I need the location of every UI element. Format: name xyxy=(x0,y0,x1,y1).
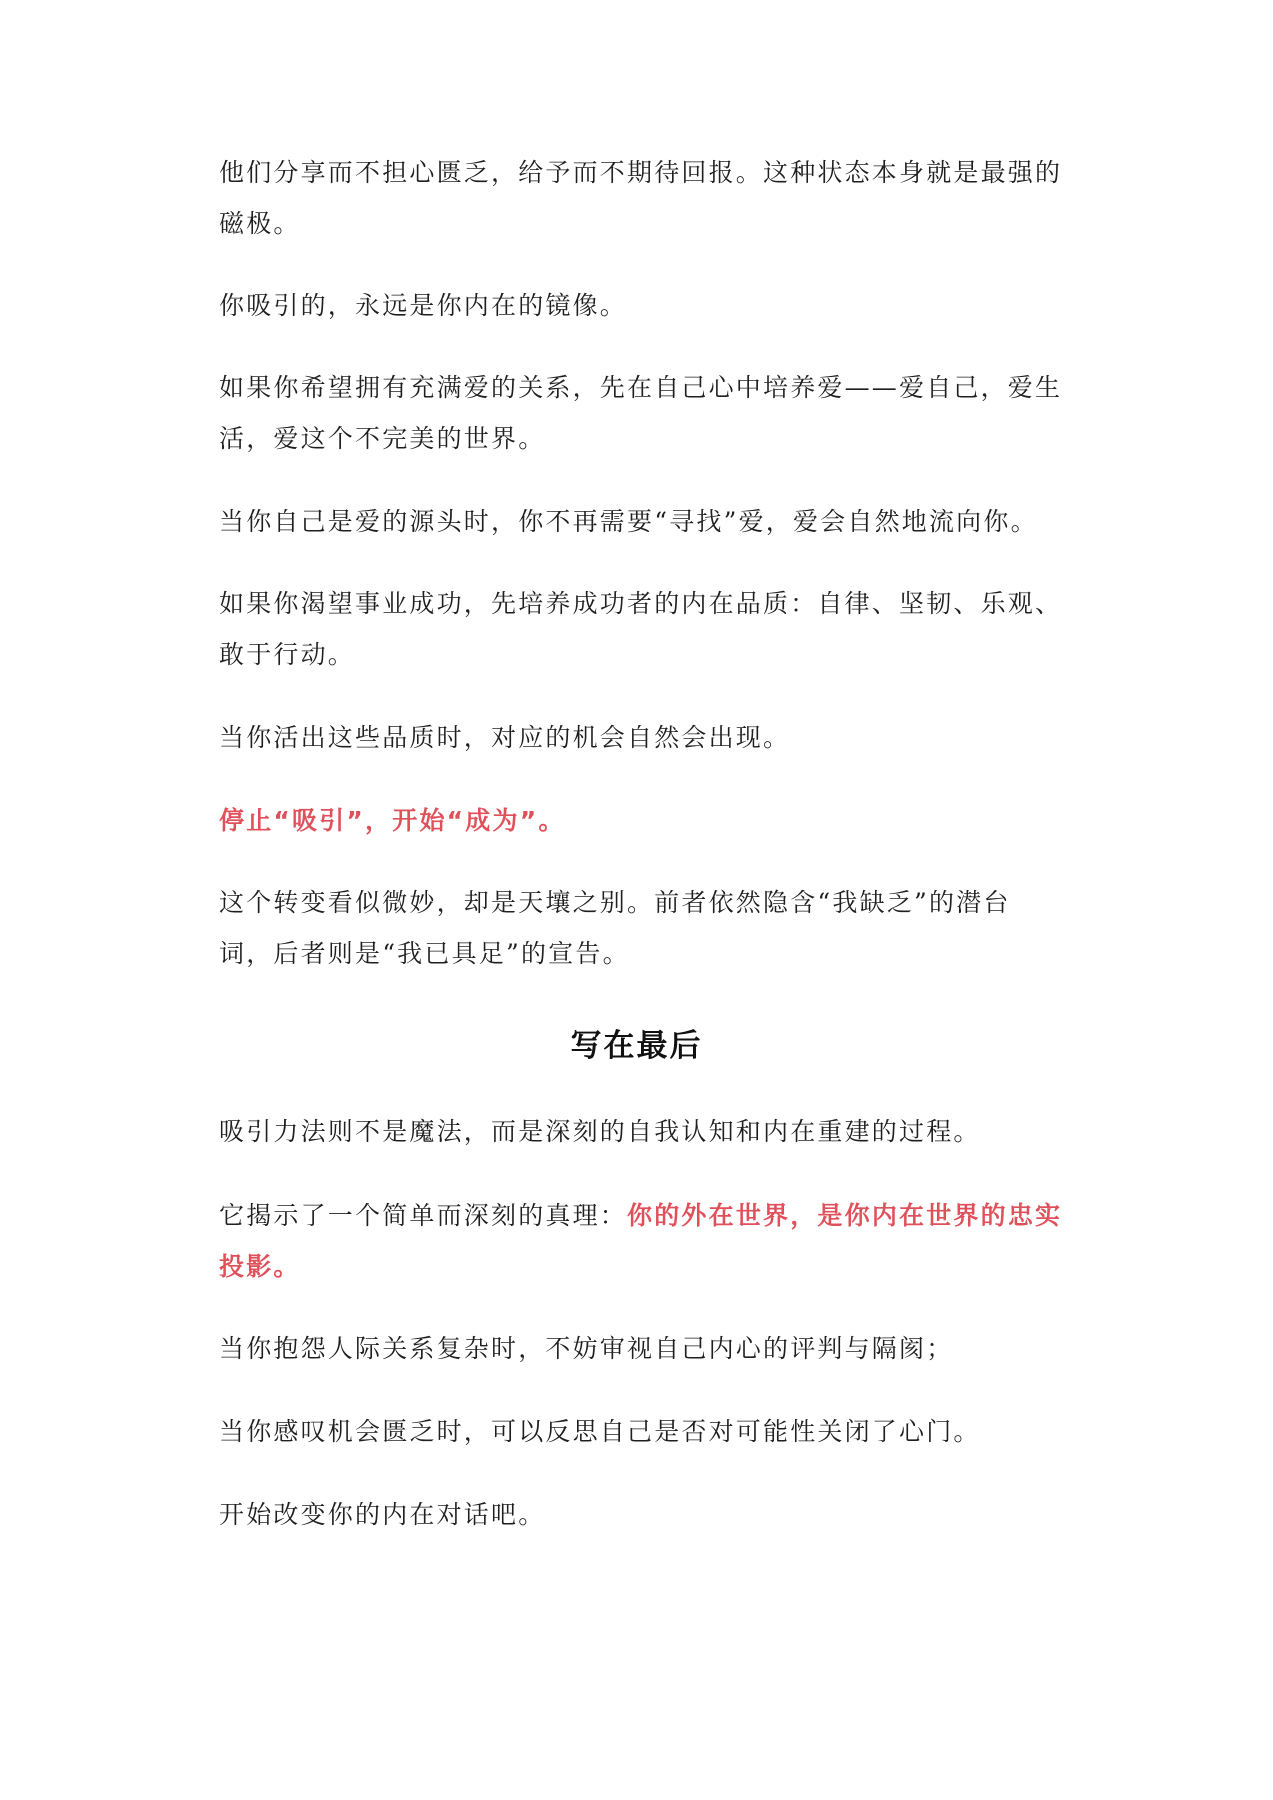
paragraph-not-magic: 吸引力法则不是魔法，而是深刻的自我认知和内在重建的过程。 xyxy=(219,1117,981,1146)
truth-highlight-text: 你的外在世界，是你内在世界的忠实投影。 xyxy=(219,1201,1063,1281)
paragraph-opportunity-lack: 当你感叹机会匮乏时，可以反思自己是否对可能性关闭了心门。 xyxy=(219,1417,981,1446)
section-heading: 写在最后 xyxy=(570,1028,703,1064)
paragraph-truth xyxy=(219,1190,1064,1292)
highlight-stop-attracting: 停止“吸引”，开始“成为”。 xyxy=(219,806,566,835)
paragraph-sharing: 他们分享而不担心匮乏，给予而不期待回报。这种状态本身就是最强的磁极。 xyxy=(219,158,1063,238)
paragraph-love-relationship: 如果你希望拥有充满爱的关系，先在自己心中培养爱——爱自己，爱生活，爱这个不完美的世界。 xyxy=(219,373,1063,453)
truth-lead-text: 它揭示了一个简单而深刻的真理： xyxy=(219,1201,628,1230)
paragraph-career-success: 如果你渴望事业成功，先培养成功者的内在品质：自律、坚韧、乐观、敢于行动。 xyxy=(219,589,1063,669)
paragraph-transformation: 这个转变看似微妙，却是天壤之别。前者依然隐含“我缺乏”的潜台词，后者则是“我已具足”的宣告。 xyxy=(219,888,1011,968)
paragraph-source-of-love: 当你自己是爱的源头时，你不再需要“寻找”爱，爱会自然地流向你。 xyxy=(219,507,1038,536)
paragraph-opportunities: 当你活出这些品质时，对应的机会自然会出现。 xyxy=(219,723,791,752)
paragraph-mirror: 你吸引的，永远是你内在的镜像。 xyxy=(219,291,628,320)
paragraph-relationships: 当你抱怨人际关系复杂时，不妨审视自己内心的评判与隔阂； xyxy=(219,1334,954,1363)
paragraph-closing: 开始改变你的内在对话吧。 xyxy=(219,1500,546,1529)
